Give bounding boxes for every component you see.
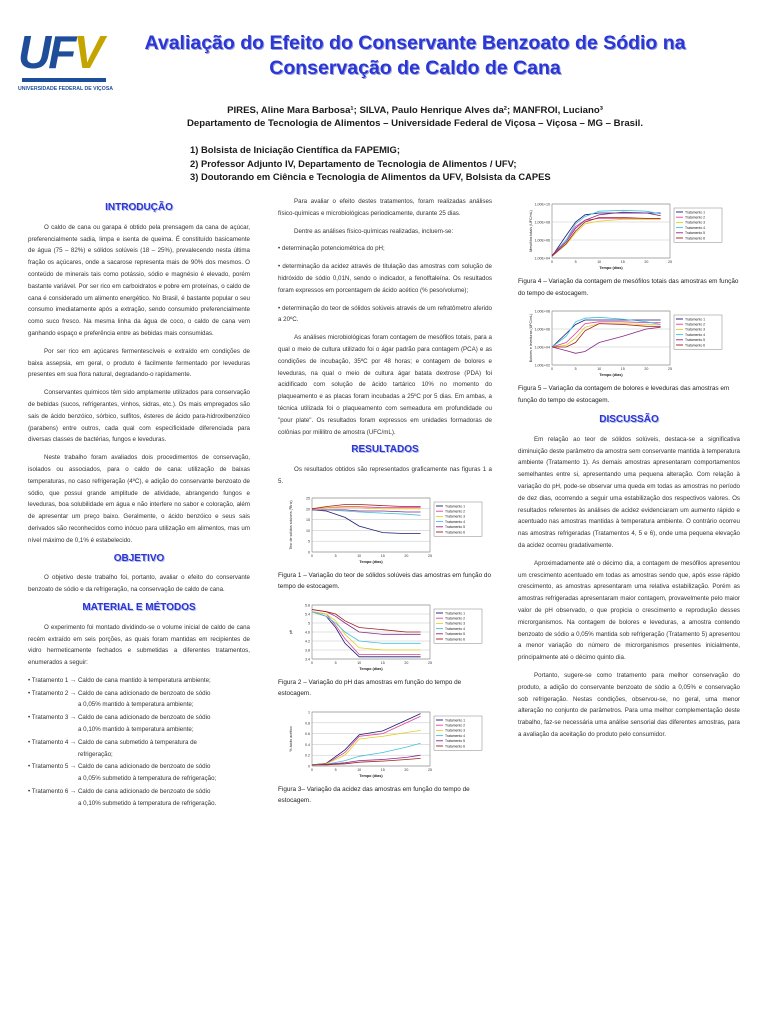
x-axis-label: Tempo (dias) [359, 666, 383, 671]
x-tick-label: 20 [644, 260, 649, 264]
x-tick-label: 25 [428, 660, 432, 665]
analysis-bullet: • determinação do teor de sólidos solúveis através de um refratômetro aferido a 20ºC. [278, 304, 492, 324]
intro-paragraph: Por ser rico em açúcares fermentescíveis e extraído em condições de baixa assepsia, em geral, o produto é facilmente fermentado por leveduras presentes em sua flora natural, degradando-o rapidamente. [28, 347, 250, 379]
list-item: • Tratamento 3 → Caldo de cana adicionado de benzoato de sódio a 0,10% mantido à temperatura ambiente; [28, 714, 211, 734]
list-item: • Tratamento 5 → Caldo de cana adicionado de benzoato de sódio a 0,05% submetido à temperatura de refrigeração; [28, 763, 217, 783]
discussion-paragraph: Portanto, sugere-se como tratamento para melhor conservação do produto, a adição do conservante benzoato de sódio a 0,05% e conservação sob refrigeração. Nestas condições, observou-se, no geral, uma menor alteração no conjunto de parâmetros. Para uma melhor complementação deste trabalho, faz-se necessária uma análise sensorial das diferentes amostras, para a avaliação da aceitação do produto pelo consumidor. [518, 671, 740, 738]
y-tick-label: 0 [308, 550, 310, 555]
author-notes [190, 143, 670, 184]
analysis-bullet: • determinação da acidez através de titulação das amostras com solução de hidróxido de sódio 0,01N, sendo o indicador, a fenolftaleína. Os resultados foram expressos em porcentagem de ácido acético (% peso/volume); [278, 263, 492, 294]
series-line [552, 324, 661, 347]
x-tick-label: 15 [380, 767, 385, 772]
legend-entry: Tratamento 1 [685, 210, 706, 215]
legend-entry: Tratamento 6 [685, 343, 706, 348]
y-tick-label: 1,00E+10 [534, 202, 550, 207]
treatments-list [28, 675, 250, 810]
y-tick-label: 5.4 [305, 612, 310, 617]
y-tick-label: 1,00E+04 [534, 345, 550, 350]
ufv-logo [18, 26, 114, 96]
y-axis-label: Teor de sólidos solúveis (ºBrix) [289, 500, 293, 550]
x-axis-label: Tempo (dias) [359, 773, 383, 778]
y-tick-label: 1,00E+08 [534, 309, 550, 314]
x-tick-label: 5 [334, 767, 337, 772]
y-tick-label: 0.6 [305, 731, 310, 736]
x-tick-label: 10 [597, 260, 602, 264]
x-tick-label: 20 [404, 660, 409, 665]
y-tick-label: 1,00E+06 [534, 238, 550, 243]
x-tick-label: 0 [311, 767, 313, 772]
figure-5-chart [518, 307, 740, 379]
x-axis-label: Tempo (dias) [599, 373, 623, 377]
legend-entry: Tratamento 3 [445, 621, 466, 626]
legend-entry: Tratamento 3 [685, 220, 706, 225]
legend-entry: Tratamento 2 [445, 509, 466, 514]
methods-text: O experimento foi montado dividindo-se o volume inicial de caldo de cana recém extraído em seis porções, as quais foram mantidas em recipientes de vidro hermeticamente fechados e submetidas a diferentes tratamentos, enumerados a seguir: [28, 623, 250, 667]
affiliation: Departamento de Tecnologia de Alimentos – Universidade Federal de Viçosa – Viçosa – MG – Brasil. [186, 118, 644, 129]
y-tick-label: 10 [306, 528, 310, 533]
logo-subtitle: UNIVERSIDADE FEDERAL DE VIÇOSA [18, 86, 114, 92]
figure-2-caption: Figura 2 – Variação do pH das amostras em função do tempo de estocagem. [278, 678, 462, 698]
legend-entry: Tratamento 1 [685, 317, 706, 322]
x-tick-label: 20 [404, 553, 409, 558]
authors-block [110, 104, 720, 130]
x-tick-label: 10 [597, 367, 602, 371]
y-tick-label: 20 [306, 507, 310, 512]
x-tick-label: 15 [380, 660, 385, 665]
x-tick-label: 20 [644, 367, 649, 371]
legend-entry: Tratamento 5 [445, 524, 466, 529]
analysis-bullet: • determinação potenciométrica do pH; [278, 245, 385, 253]
legend-entry: Tratamento 5 [685, 231, 706, 236]
legend-entry: Tratamento 6 [445, 637, 466, 642]
right-column [518, 200, 740, 747]
y-tick-label: 1,00E+06 [534, 327, 550, 332]
x-tick-label: 5 [334, 553, 337, 558]
authors: PIRES, Aline Mara Barbosa¹; SILVA, Paulo Henrique Alves da²; MANFROI, Luciano³ [227, 105, 603, 116]
y-tick-label: 15 [306, 517, 310, 522]
x-tick-label: 5 [574, 260, 577, 264]
y-tick-label: 3.8 [305, 648, 310, 653]
x-tick-label: 25 [428, 553, 432, 558]
y-tick-label: 5 [308, 539, 310, 544]
legend-entry: Tratamento 5 [685, 338, 706, 343]
results-heading: RESULTADOS [351, 444, 419, 456]
figure-4-caption: Figura 4 – Variação da contagem de mesófilos totais das amostras em função do tempo de estocagem. [518, 278, 739, 297]
y-tick-label: 0 [308, 764, 310, 769]
legend-entry: Tratamento 2 [685, 215, 706, 220]
series-line [312, 609, 421, 634]
legend-entry: Tratamento 1 [445, 718, 466, 723]
y-tick-label: 4.2 [305, 639, 310, 644]
y-tick-label: 25 [306, 496, 310, 501]
legend-entry: Tratamento 3 [445, 514, 466, 519]
x-tick-label: 15 [620, 260, 625, 264]
list-item: • Tratamento 6 → Caldo de cana adicionado de benzoato de sódio a 0,10% submetido à temperatura de refrigeração. [28, 788, 217, 807]
y-tick-label: 1,00E+02 [534, 363, 550, 368]
y-tick-label: 4.6 [305, 630, 310, 635]
methods-paragraph: Para avaliar o efeito destes tratamentos, foram realizadas análises físico-químicas e microbiológicas periodicamente, durante 25 dias. [278, 198, 492, 217]
x-tick-label: 15 [380, 553, 385, 558]
x-tick-label: 25 [668, 367, 672, 371]
y-axis-label: Mesófilos totais (UFC/mL) [529, 210, 533, 252]
title-line-2: Conservação de Caldo de Cana [269, 57, 561, 79]
methods-heading: MATERIAL E MÉTODOS [82, 601, 196, 613]
y-axis-label: % ácido acético [289, 726, 293, 752]
y-tick-label: 5.8 [305, 603, 310, 608]
y-tick-label: 1 [308, 710, 310, 715]
note-1: 1) Bolsista de Iniciação Científica da FAPEMIG; [190, 144, 400, 155]
fig3-svg [278, 708, 488, 780]
methods-paragraph: Dentre as análises físico-químicas realizadas, incluem-se: [294, 227, 454, 235]
discussion-heading: DISCUSSÃO [599, 414, 659, 425]
fig1-svg [278, 494, 488, 566]
legend-entry: Tratamento 4 [685, 225, 706, 230]
x-tick-label: 0 [311, 660, 313, 665]
poster-title [110, 31, 720, 81]
series-line [312, 510, 421, 534]
y-tick-label: 0.4 [305, 742, 310, 747]
legend-entry: Tratamento 3 [685, 327, 706, 332]
x-tick-label: 10 [357, 660, 362, 665]
x-axis-label: Tempo (dias) [599, 266, 623, 270]
note-3: 3) Doutorando em Ciência e Tecnologia de Alimentos da UFV, Bolsista da CAPES [190, 171, 551, 182]
x-tick-label: 15 [620, 367, 625, 371]
legend-entry: Tratamento 4 [445, 519, 466, 524]
x-tick-label: 10 [357, 553, 362, 558]
x-tick-label: 20 [404, 767, 409, 772]
y-tick-label: 1,00E+08 [534, 220, 550, 225]
x-axis-label: Tempo (dias) [359, 559, 383, 564]
legend-entry: Tratamento 2 [445, 723, 466, 728]
fig5-svg [518, 307, 728, 379]
x-tick-label: 0 [311, 553, 313, 558]
fig2-svg [278, 601, 488, 673]
intro-heading: INTRODUÇÃO [105, 202, 173, 213]
logo-bar [22, 78, 106, 82]
legend-entry: Tratamento 5 [445, 738, 466, 743]
list-item: • Tratamento 4 → Caldo de cana submetido à temperatura de refrigeração; [28, 738, 197, 758]
x-tick-label: 25 [668, 260, 672, 264]
legend-entry: Tratamento 2 [685, 322, 706, 327]
objective-heading: OBJETIVO [113, 552, 165, 564]
left-column [28, 196, 250, 811]
legend-entry: Tratamento 3 [445, 728, 466, 733]
list-item: • Tratamento 2 → Caldo de cana adicionado de benzoato de sódio a 0,05% mantido à temperatura ambiente; [28, 689, 211, 709]
legend-entry: Tratamento 4 [445, 626, 466, 631]
x-tick-label: 25 [428, 767, 432, 772]
logo-text: UFV [18, 26, 102, 78]
figure-5-caption: Figura 5 – Variação da contagem de bolores e leveduras das amostras em função do tempo de estocagem. [518, 385, 730, 404]
y-axis-label: pH [289, 629, 293, 635]
y-tick-label: 0.2 [305, 753, 310, 758]
objective-text: O objetivo deste trabalho foi, portanto, avaliar o efeito do conservante benzoato de sódio e da refrigeração, na conservação de caldo de cana. [28, 574, 250, 594]
legend-entry: Tratamento 6 [445, 744, 466, 749]
x-tick-label: 10 [357, 767, 362, 772]
results-text: Os resultados obtidos são representados graficamente nas figuras 1 a 5. [278, 466, 492, 485]
x-tick-label: 0 [551, 260, 553, 264]
legend-entry: Tratamento 5 [445, 631, 466, 636]
y-tick-label: 3.4 [305, 657, 310, 662]
figure-1-chart [278, 494, 492, 566]
legend-entry: Tratamento 4 [445, 733, 466, 738]
legend-entry: Tratamento 6 [685, 236, 706, 241]
legend-entry: Tratamento 1 [445, 611, 466, 616]
y-tick-label: 1,00E+04 [534, 256, 550, 261]
x-tick-label: 0 [551, 367, 553, 371]
y-axis-label: Bolores e leveduras (UFC/mL) [529, 313, 533, 363]
x-tick-label: 5 [334, 660, 337, 665]
middle-column [278, 196, 492, 815]
figure-1-caption: Figura 1 – Variação do teor de sólidos solúveis das amostras em função do tempo de estocagem. [278, 571, 492, 591]
y-tick-label: 5 [308, 621, 310, 626]
note-2: 2) Professor Adjunto IV, Departamento de Tecnologia de Alimentos / UFV; [190, 157, 517, 169]
intro-paragraph: Conservantes químicos têm sido amplamente utilizados para conservação de bebidas (sucos, refrigerantes, vinhos, sidras, etc.). Os mais empregados são sais de ácido benzóico, sórbico, sulfitos, ésteres de ácido para-hidroxibenzóico (parabens) entre outros, cada qual com especificidade diferenciada para diversas classes de bactérias, fungos e leveduras. [28, 389, 250, 444]
series-line [312, 755, 421, 765]
figure-2-chart [278, 601, 492, 673]
legend-entry: Tratamento 1 [445, 504, 466, 509]
intro-paragraph: Neste trabalho foram avaliados dois procedimentos de conservação, isolados ou associados, para o caldo de cana: utilização de baixas temperaturas, no caso refrigeração (4ºC), e adição do conservante benzoato de sódio, que possui grande amplitude de atividade, abrangendo fungos e leveduras, boa solubilidade em água e não interfere no sabor e coloração, além de apresentar um preço baixo. Geralmente, o ácido benzóico e seus sais derivados são reconhecidos como inócuo para utilização em alimentos, mas um nível máximo de 0,1% é estabelecido. [28, 454, 250, 544]
x-tick-label: 5 [574, 367, 577, 371]
intro-paragraph: O caldo de cana ou garapa é obtido pela prensagem da cana de açúcar, preferencialmente sadia, limpa e isenta de queima. É constituído basicamente de água (75 – 82%) e sólidos solúveis (18 – 25%), prevalecendo nesta última fração os açúcares, onde a sacarose representa mais de 90% dos mesmos. O conteúdo de minerais tais como potássio, sódio e magnésio é elevado, porém bastante variável. Por ser rico em carboidratos e pobre em proteínas, o caldo de cana é considerado um alimento energético. No Brasil, é bastante popular o seu consumo imediatamente após a extração, sendo consumido preferencialmente como suco fresco. Na mesma linha da água de coco, o caldo de cana vem ganhando espaço e preferência entre as bebidas mais consumidas. [28, 223, 250, 337]
series-line [552, 219, 661, 256]
methods-paragraph: As análises microbiológicas foram contagem de mesófilos totais, para a qual o meio de cultura utilizado foi o ágar padrão para contagem (PCA) e as condições de incubação, 35ºC por 48 horas; e contagem de bolores e leveduras, na qual o meio de cultura ágar batata dextrose (PDA) foi acidificado com solução de ácido tartárico 10% no momento do plaqueamento e as placas foram incubadas a 25ºC por 5 dias. Em ambas, a técnica utilizada foi o plaqueamento com semeadura em profundidade ou "pour plate". Os resultados foram expressos em unidades formadoras de colônias por mililitro de amostra (UFC/mL). [278, 334, 492, 436]
legend-entry: Tratamento 2 [445, 616, 466, 621]
legend-entry: Tratamento 4 [685, 332, 706, 337]
figure-3-chart [278, 708, 492, 780]
discussion-paragraph: Aproximadamente até o décimo dia, a contagem de mesófilos apresentou um crescimento acentuado em todas as amostras sendo que, após esse rápido crescimento, as amostras apresentaram uma relativa estabilização. Porém as amostras refrigeradas apresentaram maior contagem, provavelmente pelo maior valor de pH observado, o que propicia o crescimento e reprodução desses microrganismos. Na contagem de bolores e leveduras, a amostra contendo benzoato de sódio a 0,05% mantida sob refrigeração (Tratamento 5) apresentou a menor variação do número de microrganismos presentes inicialmente, principalmente até o décimo quinto dia. [518, 559, 740, 662]
fig4-svg [518, 200, 728, 272]
title-line-1: Avaliação do Efeito do Conservante Benzoato de Sódio na [144, 32, 686, 54]
list-item: • Tratamento 1 → Caldo de cana mantido à temperatura ambiente; [28, 676, 211, 684]
discussion-paragraph: Em relação ao teor de sólidos solúveis, destaca-se a significativa diminuição deste parâmetro da amostra sem conservante mantida à temperatura ambiente (Tratamento 1). As demais amostras apresentaram comportamentos semelhantes entre si, apresentando uma pequena alteração. Com relação à variação do pH, pode-se observar uma queda em todas as amostras no período de dez dias, ocorrendo a seguir uma estabilização dos respectivos valores. Os resultados referentes às análises de acidez evidenciaram um aumento rápido e acentuado nas amostras mantidas à temperatura ambiente. O contrário ocorreu nas amostras refrigeradas (Tratamentos 4, 5 e 6), onde uma pequena elevação da acidez ocorreu gradativamente. [518, 435, 740, 549]
plot-area [552, 311, 670, 365]
y-tick-label: 0.8 [305, 721, 310, 726]
figure-3-caption: Figura 3– Variação da acidez das amostras em função do tempo de estocagem. [278, 785, 470, 805]
legend-entry: Tratamento 6 [445, 530, 466, 535]
figure-4-chart [518, 200, 740, 272]
